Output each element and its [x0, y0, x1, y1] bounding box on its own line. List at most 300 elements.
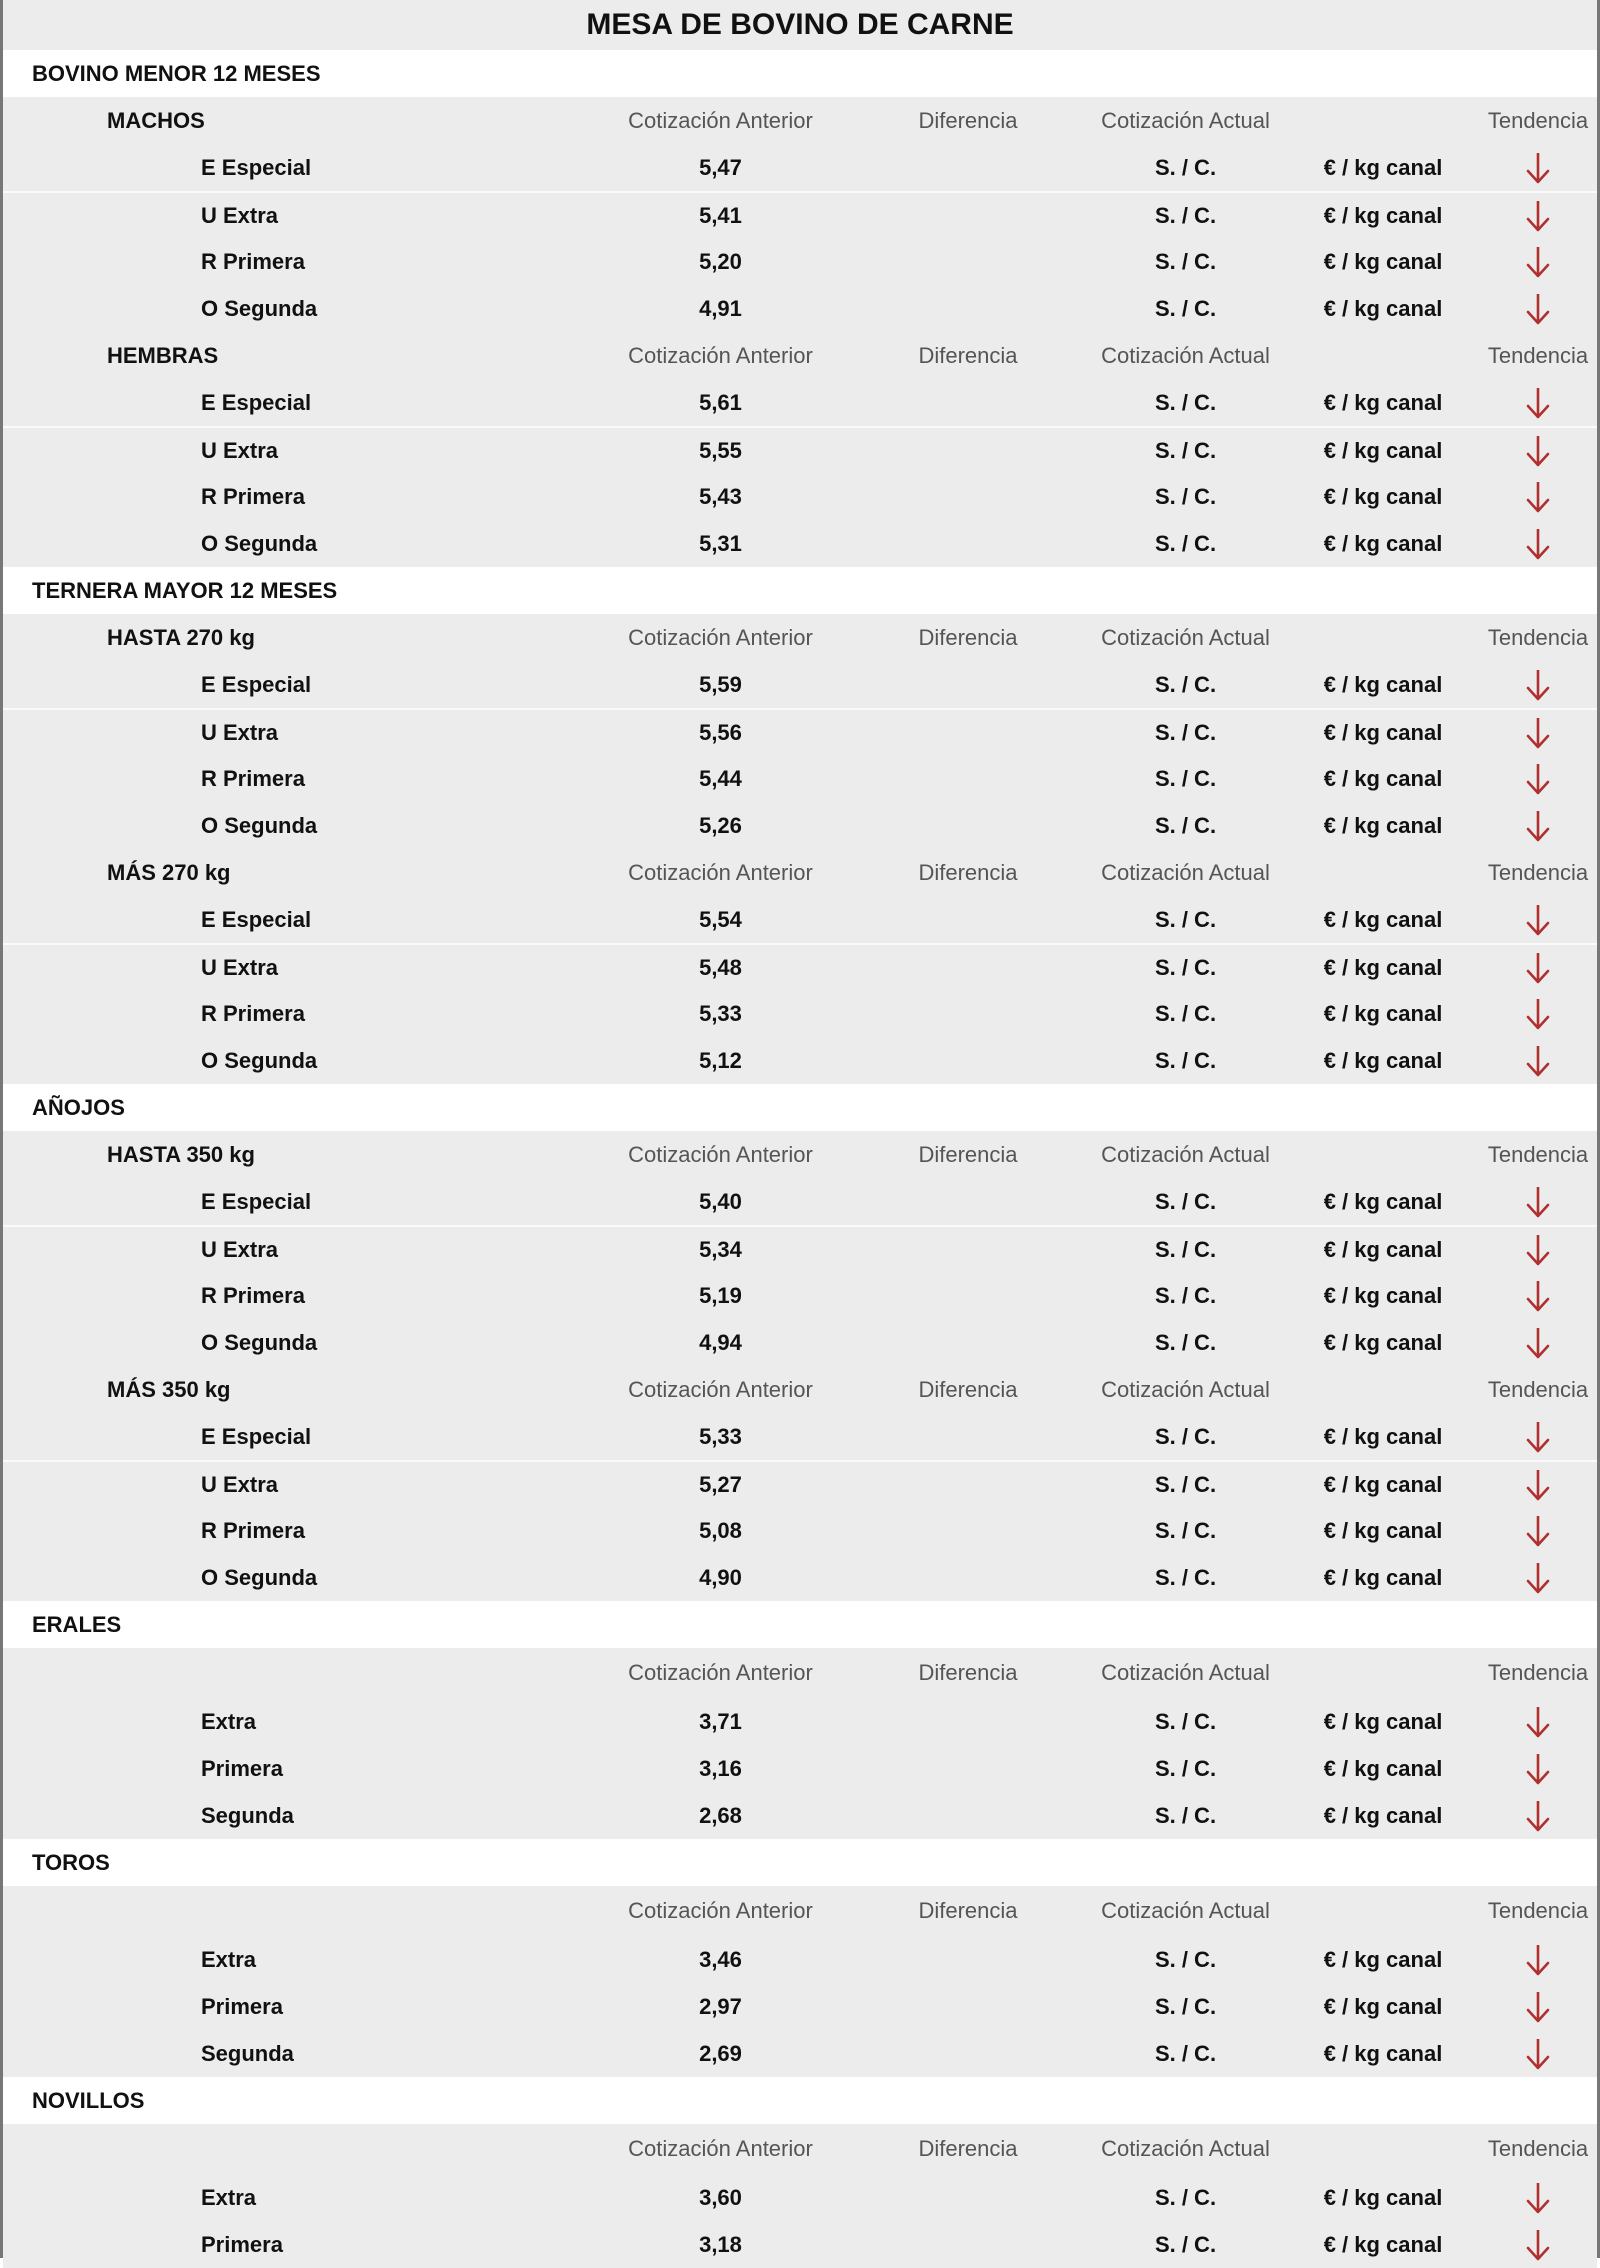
arrow-down-icon — [1525, 1799, 1551, 1833]
grade-label: E Especial — [201, 906, 312, 932]
unit-label: € / kg canal — [1323, 437, 1443, 463]
grade-label: Extra — [201, 2184, 257, 2210]
grade-label: O Segunda — [201, 1047, 318, 1073]
table-row — [3, 144, 1597, 191]
trend-cell — [1503, 1983, 1573, 2030]
cotizacion-actual-value: S. / C. — [1154, 1423, 1217, 1449]
table-row — [3, 473, 1597, 520]
unit-label: € / kg canal — [1323, 2040, 1443, 2066]
arrow-down-icon — [1525, 245, 1551, 279]
cotizacion-actual-value: S. / C. — [1154, 389, 1217, 415]
header-cotizacion-anterior: Cotización Anterior — [628, 342, 813, 368]
trend-cell — [1503, 1413, 1573, 1460]
grade-label: O Segunda — [201, 1329, 318, 1355]
trend-cell — [1503, 1507, 1573, 1554]
header-diferencia: Diferencia — [918, 1141, 1018, 1167]
column-header-row — [3, 332, 1597, 379]
grade-label: O Segunda — [201, 812, 318, 838]
unit-label: € / kg canal — [1323, 154, 1443, 180]
header-tendencia: Tendencia — [1487, 1660, 1589, 1685]
diferencia-value — [893, 428, 1043, 473]
table-row — [3, 379, 1597, 426]
cotizacion-anterior-value: 5,34 — [699, 1236, 742, 1262]
unit-label: € / kg canal — [1323, 1993, 1443, 2019]
header-diferencia: Diferencia — [918, 342, 1018, 368]
arrow-down-icon — [1525, 1752, 1551, 1786]
cotizacion-actual-value: S. / C. — [1154, 1000, 1217, 1026]
cotizacion-anterior-value: 5,47 — [699, 154, 742, 180]
diferencia-value — [893, 1554, 1043, 1601]
diferencia-value — [893, 193, 1043, 238]
diferencia-value — [893, 710, 1043, 755]
group-label: HASTA 270 kg — [107, 624, 255, 650]
grade-label: O Segunda — [201, 1564, 318, 1590]
diferencia-value — [893, 945, 1043, 990]
arrow-down-icon — [1525, 1185, 1551, 1219]
grade-label: R Primera — [201, 765, 305, 791]
section-title: TOROS — [3, 1839, 1597, 1886]
group-label: HEMBRAS — [107, 342, 219, 368]
diferencia-value — [893, 802, 1043, 849]
cotizacion-anterior-value: 3,60 — [699, 2184, 742, 2210]
table-row — [3, 520, 1597, 567]
trend-cell — [1503, 710, 1573, 755]
column-header-row — [3, 1131, 1597, 1178]
cotizacion-anterior-value: 5,44 — [699, 765, 742, 791]
group-label: HASTA 350 kg — [107, 1141, 255, 1167]
arrow-down-icon — [1525, 434, 1551, 468]
cotizacion-anterior-value: 5,41 — [699, 202, 742, 228]
arrow-down-icon — [1525, 151, 1551, 185]
unit-label: € / kg canal — [1323, 812, 1443, 838]
arrow-down-icon — [1525, 1279, 1551, 1313]
unit-label: € / kg canal — [1323, 906, 1443, 932]
diferencia-value — [893, 755, 1043, 802]
cotizacion-actual-value: S. / C. — [1154, 202, 1217, 228]
diferencia-value — [893, 1037, 1043, 1084]
price-table — [3, 50, 1597, 2268]
header-cotizacion-anterior: Cotización Anterior — [628, 624, 813, 650]
cotizacion-anterior-value: 5,33 — [699, 1423, 742, 1449]
unit-label: € / kg canal — [1323, 719, 1443, 745]
grade-label: Segunda — [201, 2040, 294, 2066]
trend-cell — [1503, 520, 1573, 567]
table-row — [3, 2030, 1597, 2077]
grade-label: E Especial — [201, 389, 312, 415]
grade-label: Primera — [201, 1755, 283, 1781]
trend-cell — [1503, 802, 1573, 849]
arrow-down-icon — [1525, 199, 1551, 233]
grade-label: E Especial — [201, 1188, 312, 1214]
cotizacion-anterior-value: 5,19 — [699, 1282, 742, 1308]
trend-cell — [1503, 945, 1573, 990]
diferencia-value — [893, 1178, 1043, 1225]
trend-cell — [1503, 238, 1573, 285]
unit-label: € / kg canal — [1323, 1236, 1443, 1262]
arrow-down-icon — [1525, 903, 1551, 937]
unit-label: € / kg canal — [1323, 1188, 1443, 1214]
cotizacion-actual-value: S. / C. — [1154, 295, 1217, 321]
trend-cell — [1503, 990, 1573, 1037]
table-row — [3, 285, 1597, 332]
cotizacion-anterior-value: 5,40 — [699, 1188, 742, 1214]
header-cotizacion-actual: Cotización Actual — [1101, 1898, 1270, 1923]
header-tendencia: Tendencia — [1487, 107, 1589, 133]
unit-label: € / kg canal — [1323, 1329, 1443, 1355]
cotizacion-actual-value: S. / C. — [1154, 1802, 1217, 1828]
grade-label: U Extra — [201, 719, 279, 745]
table-row — [3, 943, 1597, 990]
header-cotizacion-anterior: Cotización Anterior — [628, 859, 813, 885]
cotizacion-anterior-value: 5,43 — [699, 483, 742, 509]
column-header-row — [3, 849, 1597, 896]
cotizacion-anterior-value: 5,20 — [699, 248, 742, 274]
header-tendencia: Tendencia — [1487, 859, 1589, 885]
table-row — [3, 2221, 1597, 2268]
section-title: TERNERA MAYOR 12 MESES — [3, 567, 1597, 614]
cotizacion-anterior-value: 5,48 — [699, 954, 742, 980]
unit-label: € / kg canal — [1323, 1471, 1443, 1497]
trend-cell — [1503, 1554, 1573, 1601]
grade-label: U Extra — [201, 1471, 279, 1497]
cotizacion-actual-value: S. / C. — [1154, 671, 1217, 697]
trend-cell — [1503, 1462, 1573, 1507]
diferencia-value — [893, 1413, 1043, 1460]
trend-cell — [1503, 379, 1573, 426]
grade-label: R Primera — [201, 248, 305, 274]
group-label: MACHOS — [107, 107, 205, 133]
arrow-down-icon — [1525, 1044, 1551, 1078]
cotizacion-actual-value: S. / C. — [1154, 906, 1217, 932]
trend-cell — [1503, 661, 1573, 708]
unit-label: € / kg canal — [1323, 954, 1443, 980]
grade-label: E Especial — [201, 1423, 312, 1449]
grade-label: O Segunda — [201, 530, 318, 556]
cotizacion-actual-value: S. / C. — [1154, 1517, 1217, 1543]
group-label: MÁS 270 kg — [107, 859, 231, 885]
arrow-down-icon — [1525, 1990, 1551, 2024]
arrow-down-icon — [1525, 527, 1551, 561]
group-label: MÁS 350 kg — [107, 1376, 231, 1402]
section-title: BOVINO MENOR 12 MESES — [3, 50, 1597, 97]
header-cotizacion-actual: Cotización Actual — [1101, 1660, 1270, 1685]
arrow-down-icon — [1525, 2181, 1551, 2215]
diferencia-value — [893, 1983, 1043, 2030]
cotizacion-anterior-value: 5,54 — [699, 906, 742, 932]
header-tendencia: Tendencia — [1487, 342, 1589, 368]
table-row — [3, 1037, 1597, 1084]
trend-cell — [1503, 2174, 1573, 2221]
cotizacion-actual-value: S. / C. — [1154, 765, 1217, 791]
cotizacion-anterior-value: 3,71 — [699, 1708, 742, 1734]
trend-cell — [1503, 193, 1573, 238]
trend-cell — [1503, 2030, 1573, 2077]
cotizacion-anterior-value: 2,69 — [699, 2040, 742, 2066]
diferencia-value — [893, 1745, 1043, 1792]
unit-label: € / kg canal — [1323, 671, 1443, 697]
cotizacion-actual-value: S. / C. — [1154, 437, 1217, 463]
grade-label: U Extra — [201, 954, 279, 980]
cotizacion-actual-value: S. / C. — [1154, 1993, 1217, 2019]
arrow-down-icon — [1525, 1514, 1551, 1548]
cotizacion-anterior-value: 5,61 — [699, 389, 742, 415]
diferencia-value — [893, 896, 1043, 943]
trend-cell — [1503, 1178, 1573, 1225]
unit-label: € / kg canal — [1323, 1517, 1443, 1543]
table-row — [3, 1225, 1597, 1272]
unit-label: € / kg canal — [1323, 765, 1443, 791]
header-tendencia: Tendencia — [1487, 2136, 1589, 2161]
trend-cell — [1503, 1792, 1573, 1839]
cotizacion-actual-value: S. / C. — [1154, 1236, 1217, 1262]
section-title: NOVILLOS — [3, 2077, 1597, 2124]
cotizacion-actual-value: S. / C. — [1154, 812, 1217, 838]
header-cotizacion-actual: Cotización Actual — [1101, 107, 1270, 133]
cotizacion-actual-value: S. / C. — [1154, 154, 1217, 180]
arrow-down-icon — [1525, 1326, 1551, 1360]
diferencia-value — [893, 1792, 1043, 1839]
table-row — [3, 2174, 1597, 2221]
page-title: MESA DE BOVINO DE CARNE — [3, 0, 1597, 50]
column-header-row — [3, 1886, 1597, 1936]
grade-label: R Primera — [201, 483, 305, 509]
cotizacion-actual-value: S. / C. — [1154, 1282, 1217, 1308]
diferencia-value — [893, 520, 1043, 567]
cotizacion-anterior-value: 5,31 — [699, 530, 742, 556]
table-row — [3, 755, 1597, 802]
cotizacion-anterior-value: 5,12 — [699, 1047, 742, 1073]
header-cotizacion-anterior: Cotización Anterior — [628, 107, 813, 133]
cotizacion-actual-value: S. / C. — [1154, 2184, 1217, 2210]
diferencia-value — [893, 1462, 1043, 1507]
cotizacion-actual-value: S. / C. — [1154, 1047, 1217, 1073]
header-cotizacion-actual: Cotización Actual — [1101, 342, 1270, 368]
cotizacion-actual-value: S. / C. — [1154, 1755, 1217, 1781]
header-cotizacion-anterior: Cotización Anterior — [628, 1660, 813, 1685]
diferencia-value — [893, 379, 1043, 426]
unit-label: € / kg canal — [1323, 1564, 1443, 1590]
arrow-down-icon — [1525, 762, 1551, 796]
cotizacion-actual-value: S. / C. — [1154, 1946, 1217, 1972]
header-tendencia: Tendencia — [1487, 624, 1589, 650]
table-row — [3, 1178, 1597, 1225]
unit-label: € / kg canal — [1323, 202, 1443, 228]
cotizacion-actual-value: S. / C. — [1154, 719, 1217, 745]
cotizacion-anterior-value: 5,59 — [699, 671, 742, 697]
diferencia-value — [893, 1698, 1043, 1745]
header-diferencia: Diferencia — [918, 1898, 1018, 1923]
grade-label: U Extra — [201, 437, 279, 463]
cotizacion-actual-value: S. / C. — [1154, 1188, 1217, 1214]
cotizacion-actual-value: S. / C. — [1154, 483, 1217, 509]
grade-label: R Primera — [201, 1000, 305, 1026]
header-cotizacion-actual: Cotización Actual — [1101, 2136, 1270, 2161]
grade-label: Segunda — [201, 1802, 294, 1828]
table-row — [3, 990, 1597, 1037]
header-diferencia: Diferencia — [918, 2136, 1018, 2161]
cotizacion-anterior-value: 5,56 — [699, 719, 742, 745]
diferencia-value — [893, 285, 1043, 332]
table-row — [3, 708, 1597, 755]
diferencia-value — [893, 2221, 1043, 2268]
table-row — [3, 1936, 1597, 1983]
diferencia-value — [893, 473, 1043, 520]
trend-cell — [1503, 1319, 1573, 1366]
unit-label: € / kg canal — [1323, 1000, 1443, 1026]
arrow-down-icon — [1525, 292, 1551, 326]
trend-cell — [1503, 1272, 1573, 1319]
table-row — [3, 1413, 1597, 1460]
unit-label: € / kg canal — [1323, 1282, 1443, 1308]
diferencia-value — [893, 1936, 1043, 1983]
grade-label: R Primera — [201, 1517, 305, 1543]
cotizacion-anterior-value: 5,55 — [699, 437, 742, 463]
header-tendencia: Tendencia — [1487, 1141, 1589, 1167]
header-cotizacion-anterior: Cotización Anterior — [628, 1376, 813, 1402]
cotizacion-anterior-value: 5,26 — [699, 812, 742, 838]
cotizacion-actual-value: S. / C. — [1154, 2040, 1217, 2066]
cotizacion-anterior-value: 5,33 — [699, 1000, 742, 1026]
trend-cell — [1503, 1936, 1573, 1983]
table-row — [3, 1983, 1597, 2030]
grade-label: U Extra — [201, 202, 279, 228]
column-header-row — [3, 614, 1597, 661]
cotizacion-actual-value: S. / C. — [1154, 248, 1217, 274]
cotizacion-actual-value: S. / C. — [1154, 2231, 1217, 2257]
cotizacion-anterior-value: 4,94 — [699, 1329, 742, 1355]
arrow-down-icon — [1525, 1420, 1551, 1454]
diferencia-value — [893, 1507, 1043, 1554]
unit-label: € / kg canal — [1323, 389, 1443, 415]
header-diferencia: Diferencia — [918, 1660, 1018, 1685]
table-row — [3, 896, 1597, 943]
cotizacion-anterior-value: 3,46 — [699, 1946, 742, 1972]
column-header-row — [3, 2124, 1597, 2174]
arrow-down-icon — [1525, 2037, 1551, 2071]
grade-label: O Segunda — [201, 295, 318, 321]
cotizacion-anterior-value: 3,16 — [699, 1755, 742, 1781]
table-row — [3, 1792, 1597, 1839]
unit-label: € / kg canal — [1323, 295, 1443, 321]
unit-label: € / kg canal — [1323, 1047, 1443, 1073]
cotizacion-anterior-value: 5,27 — [699, 1471, 742, 1497]
header-cotizacion-actual: Cotización Actual — [1101, 1141, 1270, 1167]
trend-cell — [1503, 2221, 1573, 2268]
arrow-down-icon — [1525, 386, 1551, 420]
table-row — [3, 1698, 1597, 1745]
arrow-down-icon — [1525, 997, 1551, 1031]
cotizacion-actual-value: S. / C. — [1154, 954, 1217, 980]
diferencia-value — [893, 990, 1043, 1037]
cotizacion-anterior-value: 2,68 — [699, 1802, 742, 1828]
header-cotizacion-actual: Cotización Actual — [1101, 859, 1270, 885]
arrow-down-icon — [1525, 1943, 1551, 1977]
header-cotizacion-anterior: Cotización Anterior — [628, 1141, 813, 1167]
unit-label: € / kg canal — [1323, 1423, 1443, 1449]
diferencia-value — [893, 1227, 1043, 1272]
cotizacion-actual-value: S. / C. — [1154, 1708, 1217, 1734]
table-row — [3, 661, 1597, 708]
diferencia-value — [893, 144, 1043, 191]
unit-label: € / kg canal — [1323, 1755, 1443, 1781]
diferencia-value — [893, 2174, 1043, 2221]
trend-cell — [1503, 1745, 1573, 1792]
trend-cell — [1503, 144, 1573, 191]
grade-label: Extra — [201, 1946, 257, 1972]
cotizacion-anterior-value: 5,08 — [699, 1517, 742, 1543]
table-row — [3, 191, 1597, 238]
trend-cell — [1503, 428, 1573, 473]
cotizacion-anterior-value: 4,90 — [699, 1564, 742, 1590]
header-diferencia: Diferencia — [918, 107, 1018, 133]
table-row — [3, 802, 1597, 849]
header-cotizacion-actual: Cotización Actual — [1101, 1376, 1270, 1402]
header-tendencia: Tendencia — [1487, 1376, 1589, 1402]
diferencia-value — [893, 238, 1043, 285]
trend-cell — [1503, 1037, 1573, 1084]
table-row — [3, 238, 1597, 285]
cotizacion-anterior-value: 3,18 — [699, 2231, 742, 2257]
column-header-row — [3, 1366, 1597, 1413]
table-row — [3, 1460, 1597, 1507]
header-cotizacion-anterior: Cotización Anterior — [628, 1898, 813, 1923]
trend-cell — [1503, 896, 1573, 943]
table-row — [3, 1554, 1597, 1601]
grade-label: R Primera — [201, 1282, 305, 1308]
table-row — [3, 426, 1597, 473]
diferencia-value — [893, 2030, 1043, 2077]
grade-label: E Especial — [201, 154, 312, 180]
unit-label: € / kg canal — [1323, 1708, 1443, 1734]
diferencia-value — [893, 1272, 1043, 1319]
cotizacion-actual-value: S. / C. — [1154, 1329, 1217, 1355]
unit-label: € / kg canal — [1323, 1946, 1443, 1972]
unit-label: € / kg canal — [1323, 248, 1443, 274]
arrow-down-icon — [1525, 480, 1551, 514]
header-tendencia: Tendencia — [1487, 1898, 1589, 1923]
cotizacion-anterior-value: 2,97 — [699, 1993, 742, 2019]
unit-label: € / kg canal — [1323, 483, 1443, 509]
cotizacion-actual-value: S. / C. — [1154, 530, 1217, 556]
table-row — [3, 1507, 1597, 1554]
header-cotizacion-actual: Cotización Actual — [1101, 624, 1270, 650]
grade-label: Primera — [201, 2231, 283, 2257]
grade-label: E Especial — [201, 671, 312, 697]
cotizacion-actual-value: S. / C. — [1154, 1471, 1217, 1497]
grade-label: Primera — [201, 1993, 283, 2019]
arrow-down-icon — [1525, 1561, 1551, 1595]
header-diferencia: Diferencia — [918, 624, 1018, 650]
trend-cell — [1503, 1698, 1573, 1745]
section-title: AÑOJOS — [3, 1084, 1597, 1131]
grade-label: U Extra — [201, 1236, 279, 1262]
cotizacion-anterior-value: 4,91 — [699, 295, 742, 321]
arrow-down-icon — [1525, 716, 1551, 750]
header-diferencia: Diferencia — [918, 1376, 1018, 1402]
table-row — [3, 1319, 1597, 1366]
column-header-row — [3, 1648, 1597, 1698]
diferencia-value — [893, 661, 1043, 708]
diferencia-value — [893, 1319, 1043, 1366]
cotizacion-actual-value: S. / C. — [1154, 1564, 1217, 1590]
arrow-down-icon — [1525, 1705, 1551, 1739]
unit-label: € / kg canal — [1323, 530, 1443, 556]
header-cotizacion-anterior: Cotización Anterior — [628, 2136, 813, 2161]
grade-label: Extra — [201, 1708, 257, 1734]
section-title: ERALES — [3, 1601, 1597, 1648]
unit-label: € / kg canal — [1323, 1802, 1443, 1828]
trend-cell — [1503, 473, 1573, 520]
